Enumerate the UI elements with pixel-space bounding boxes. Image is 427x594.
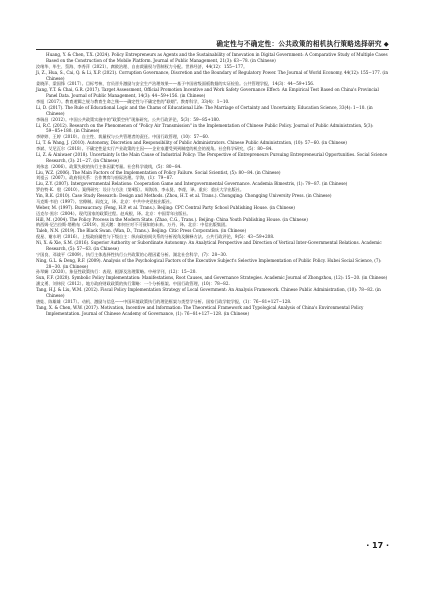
reference-entry: Weber, M. (1997). Bureaucracy. (Feng, H.P. et al. Trans.). Beijing: CPC Central Party School Publishing House. (in Chinese) (36, 204, 295, 210)
page-number: · 17 · (366, 541, 389, 550)
reference-entry: Ni, X. & Xie, S.M. (2016). Superior Authority or Subordinate Autonomy: An Analytical Perspective and Direction of Vertical Inter-Governmental Relations. Academic Research, (5): 57−63. (in Chinese) (36, 240, 382, 251)
reference-entry: Yin, R.K. (2010). Case Study Research: Design and Methods. (Zhou, H.T. et al. Trans.). Chongqing: Chongqing University Press. (in Chinese) (36, 193, 332, 198)
reference-entry: Li, T. & Wang, J. (2010). Autonomy, Discretion and Responsibility of Public Administrators. Chinese Public Administration, (10): 57−60. (in Chinese) (36, 140, 347, 146)
reference-entry: Huang, Y. & Chen, T.X. (2024). Policy Entrepreneurs as Agents and the Sustainability of Innovation in Digital Government: A Comparative Study of Multiple Cases Based on the Construction of the Mobile Platform. Journal of Public Management, 21(3): 63−78. (in Chinese) (46, 52, 388, 63)
reference-entry: 倪星、谢水明（2016）。上级政府属性与下级自主：纵向政府间关系的分析视角及解释方法。公共行政评论，9(5)：43−59+208. (36, 234, 275, 240)
reference-entry: Li, R.C. (2012). Research on the Phenomenon of "Policy Air Transmission" in the Implementation of Chinese Public Policy. Journal of Public Administration, 5(3): 59−85+180. (in Chinese) (36, 122, 374, 134)
reference-entry: 迈克尔·黑尔（2004）。现代国家的政策过程。赵成根，译。北京：中国青年出版社。 (36, 210, 191, 216)
reference-entry: 马克斯·韦伯（1997）。官僚制。阎克文，译。北京：中共中央党校出版社。 (36, 198, 175, 204)
reference-entry: 汝绪华、毕生、蔡海、李秀萍（2021）。腐败治理、自由裁量权与管制权力分配。世界经济，44(12)：155−177。 (36, 63, 248, 69)
reference-entry: 纳西姆·尼古拉斯·塔勒布（2019）。黑天鹅：如何应对不可预知的未来。万丹、译。北京：中信出版集团。 (36, 222, 230, 228)
reference-entry: Li, D. (2017). The Rule of Educational Logic and the Chams of Educational Life: The Marriage of Certainty and Uncertainty. Education Science, 33(4): 1−10. (in Chinese) (36, 104, 373, 116)
reference-entry: 罗伯特·K．殷（2010）。案例研究：设计与方法（第4版）。周海涛、李永贤、李虔，译。重庆：重庆大学出版社。 (36, 187, 245, 193)
diamond-icon: ◆ (383, 40, 389, 48)
reference-entry: Liu, W.Z. (2006). The Main Factors of the Implementation of Policy Failure. Social Scientist, (5): 80−84. (in Chinese) (36, 169, 281, 175)
reference-list (36, 52, 389, 316)
reference-entry: 刘伟忠（2006）。政策失败的执行主体因素考量。社会科学战线，(5)：80−84. (36, 163, 182, 169)
running-header-title: 确定性与不确定性：公共政策的相机执行策略选择研究 (216, 40, 382, 48)
reference-entry: Hill, M. (2004). The Policy Process in the Modern State. (Zhao, C.G., Trans.). Beijing: China Youth Publishing House. (in Chinese) (36, 216, 308, 222)
reference-entry: Taleb, N.N. (2019). The Black Swan. (Wan, D., Trans.). Beijing: Citic Press Corporation. (in Chinese) (36, 228, 247, 234)
reference-entry: 李斌、艾尼瓦尔（2018）。不确定性是实行产业政策的主因——企业家遭受到到制度的机会的视角。社会科学研究，(5)：80−84. (36, 146, 273, 151)
reference-entry: Li, Z. & Ainiwaer (2018). Uncertainty Is the Main Cause of Industrial Policy: The Perspective of Entrepreneurs Pursuing Entrepreneurial Opportunities. Social Science Research, (3): 21−27. (in Chinese) (36, 151, 388, 163)
reference-entry: 唐娃、陈雄雄（2017）。动机、激励与信息——中国环境政策执行的理论框架与类型学分析。国家行政学院学报，(1)：76−81+127−128. (36, 298, 292, 304)
reference-entry: Ning, G.L. & Deng, R.F. (2009). Analysis of the Psychological Factors of the Executive Subject's Selective Implementation of Public Policy. Hubei Social Science, (7): 28−30. (in Chinese) (36, 257, 382, 269)
reference-entry: 李瑞昌（2012）。中国公共政策实施中的"政策空传"现象研究。公共行政评论，5(3)：59−85+180. (36, 116, 221, 122)
reference-entry: 李旭（2017）。教育逻辑之规与教育生命之殇——确定性与不确定性的"联姻"。教育科学，33(4)：1−10. (36, 99, 230, 104)
reference-entry: Tang, H.J. & Liu, W.M. (2012). Fiscal Policy Implementation Strategy of Local Government: An Analysis Framework. Chinese Public Administration, (10): 78−82. (in Chinese) (36, 287, 381, 298)
reference-entry: Ji, Z., Hua, S., Cai, Q. & Li, X.P. (2021). Corruption Governance, Discretion and the Boundary of Regulatory Power. The Journal of World Economy, 44(12): 155−177. (in Chinese) (36, 69, 388, 81)
running-header (36, 38, 389, 48)
reference-entry: Jiang, Y.T. & Chai, G.R. (2017). Target Assessment, Official Promotion Incentive and Work Safety Governance Effect: An Empirical Test Based on China's Provincial Panel Data. Journal of Public Management, 14(3): 44−59+156. (in Chinese) (36, 87, 379, 99)
reference-entry: 潘文勇、刘炜民（2012）。地方政府财政政策的执行策略：一个分析框架。中国行政管理，(10)：78−82. (36, 281, 230, 287)
reference-entry: 刘祖云（2007）。政府间关系：合作博弈与府际治理。学海，(1)：79−87. (36, 175, 174, 181)
reference-entry: Sun, F.F. (2020). Symbolic Policy Implementation: Manifestations, Root Causes, and Governance Strategies. Academic Journal of Zhongzhou, (12): 15−20. (in Chinese) (36, 275, 388, 281)
reference-entry: Tang, X. & Chen, W.W. (2017). Motivation, Incentive and Information: The Theoretical Framework and Typological Analysis of China's Environmental Policy Implementation. Journal of Chinese Academy of Governance, (1): 76−81+127−128. (in Chinese) (36, 304, 364, 316)
reference-entry: 孙翠娴（2020）。象征性政策执行：表现、根源及治理策略。中州学刊，(12)：15−20. (36, 269, 197, 275)
reference-entry: 姜晓萍、梁国锋（2017）。目标考核、官员晋升激励与安全生产治理效果——基于中国省级面板数据的实证检验。公共管理学报，14(3)：44−59+156. (36, 81, 315, 87)
reference-entry: 宁国良、邓战平（2009）。执行主体选择性执行公共政策的心理因素分析。湖北社会科学，(7)：28−30. (36, 251, 228, 257)
reference-entry: 李婷婷、王婷（2010）。自主性、裁量权与公共管理者的责任。中国行政管理，(10)：57−60. (36, 134, 210, 140)
header-rule (36, 49, 389, 50)
reference-entry: Liu, Z.Y. (2007). Intergovernmental Relations: Cooperation Game and Intergovernmental Governance. Academia Bimestris, (1): 79−87. (in Chinese) (36, 181, 348, 187)
